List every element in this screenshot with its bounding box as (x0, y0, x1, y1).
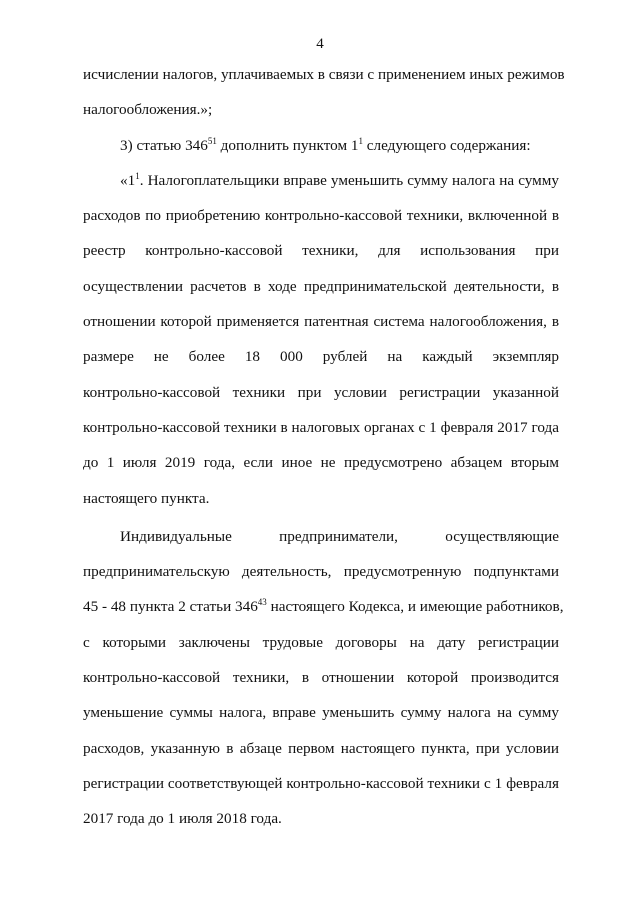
text-line: исчислении налогов, уплачиваемых в связи с применением иных режимов (83, 66, 565, 83)
text-line: «$1^1$. Налогоплательщики вправе уменьшить сумму налога на сумму (120, 170, 559, 189)
text-line: уменьшение суммы налога, вправе уменьшить сумму налога на сумму (83, 704, 559, 722)
text-line: размере не более 18 000 рублей на каждый экземпляр (83, 348, 559, 366)
text-line: до 1 июля 2019 года, если иное не предусмотрено абзацем вторым (83, 454, 559, 472)
text-line: 45 - 48 пункта 2 статьи $346^{43}$ настоящего Кодекса, и имеющие работников, (83, 597, 564, 616)
text-line: контрольно-кассовой техники при условии регистрации указанной (83, 383, 559, 401)
text-line: настоящего пункта. (83, 489, 210, 507)
text-line: осуществлении расчетов в ходе предпринимательской деятельности, в (83, 277, 559, 295)
text-line: отношении которой применяется патентная система налогообложения, в (83, 313, 559, 331)
text-line: с которыми заключены трудовые договоры на дату регистрации (83, 633, 559, 651)
text-line: реестр контрольно-кассовой техники, для использования при (83, 242, 559, 260)
text-line: расходов, указанную в абзаце первом настоящего пункта, при условии (83, 739, 559, 757)
text-line: расходов по приобретению контрольно-кассовой техники, включенной в (83, 207, 559, 225)
page-number: 4 (316, 36, 324, 52)
text-line: Индивидуальные предприниматели, осуществляющие (120, 527, 559, 545)
text-line: контрольно-кассовой техники, в отношении которой производится (83, 669, 559, 687)
document-body (83, 64, 565, 844)
text-line: регистрации соответствующей контрольно-кассовой техники с 1 февраля (83, 774, 559, 792)
text-line: налогообложения.»; (83, 101, 213, 119)
text-line: 3) статью $346^{51}$ дополнить пунктом $1^1$ следующего содержания: (120, 135, 531, 154)
text-line: предпринимательскую деятельность, предусмотренную подпунктами (83, 563, 559, 581)
text-line: 2017 года до 1 июля 2018 года. (83, 810, 282, 828)
text-line: контрольно-кассовой техники в налоговых органах с 1 февраля 2017 года (83, 418, 559, 436)
